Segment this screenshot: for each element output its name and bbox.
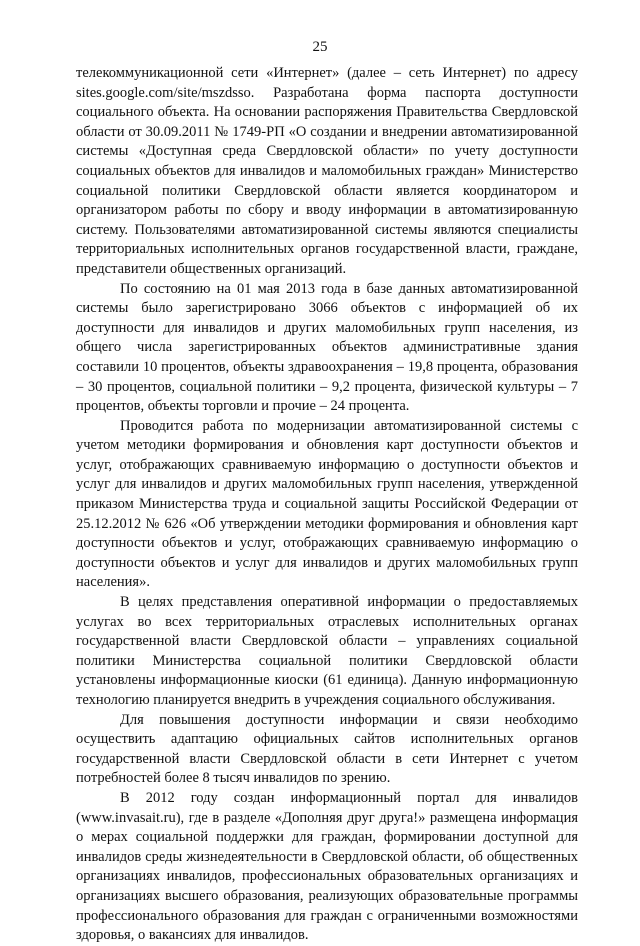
document-body: [76, 64, 578, 946]
paragraph-internet-and-automated-system: телекоммуникационной сети «Интернет» (далее – сеть Интернет) по адресу sites.google.com/site/mszdsso. Разработана форма паспорта доступности социального объекта. На основании распоряжения Правительства Свердловской области от 30.09.2011 № 1749-РП «О создании и внедрении автоматизированной системы «Доступная среда Свердловской области» по учету доступности социальных объектов для инвалидов и маломобильных граждан» Министерство социальной политики Свердловской области является координатором и организатором работы по сбору и вводу информации в автоматизированную систему. Пользователями автоматизированной системы являются специалисты территориальных исполнительных органов государственной власти, граждане, представители общественных организаций.: [76, 65, 578, 277]
paragraph-information-portal: В 2012 году создан информационный портал для инвалидов (www.invasait.ru), где в разделе «Дополняя друг друга!» размещена информация о мерах социальной поддержки для граждан, формировании доступной для инвалидов среды жизнедеятельности в Свердловской области, об общественных организациях инвалидов, профессиональных образовательных организациях и организациях высшего образования, реализующих образовательные программы профессионального образования для граждан с ограниченными возможностями здоровья, о вакансиях для инвалидов.: [76, 789, 578, 944]
paragraph-system-modernization: Проводится работа по модернизации автоматизированной системы с учетом методики формирования и обновления карт доступности объектов и услуг, отображающих сравниваемую информацию о доступности объектов и услуг для инвалидов и других маломобильных групп населения, утвержденной приказом Министерства труда и социальной защиты Российской Федерации от 25.12.2012 № 626 «Об утверждении методики формирования и обновления карт доступности объектов и услуг, отображающих сравниваемую информацию о доступности объектов и услуг для инвалидов и других маломобильных групп населения».: [76, 417, 578, 591]
page-number: 25: [312, 39, 328, 55]
paragraph-website-accessibility: Для повышения доступности информации и связи необходимо осуществить адаптацию официальных сайтов исполнительных органов государственной власти Свердловской области в сети Интернет с учетом потребностей более 8 тысяч инвалидов по зрению.: [76, 711, 578, 787]
paragraph-information-kiosks: В целях представления оперативной информации о предоставляемых услугах во всех территориальных отраслевых исполнительных органах государственной власти Свердловской области – управлениях социальной политики Министерства социальной политики Свердловской области установлены информационные киоски (61 единица). Данную информационную технологию планируется внедрить в учреждения социального обслуживания.: [76, 594, 578, 708]
paragraph-database-statistics: По состоянию на 01 мая 2013 года в базе данных автоматизированной системы было зарегистрировано 3066 объектов с информацией об их доступности для инвалидов и других маломобильных групп населения, из общего числа зарегистрированных объектов административные здания составили 10 процентов, объекты здравоохранения – 19,8 процента, образования – 30 процентов, социальной политики – 9,2 процента, физической культуры – 7 процентов, объекты торговли и прочие – 24 процента.: [76, 280, 578, 415]
